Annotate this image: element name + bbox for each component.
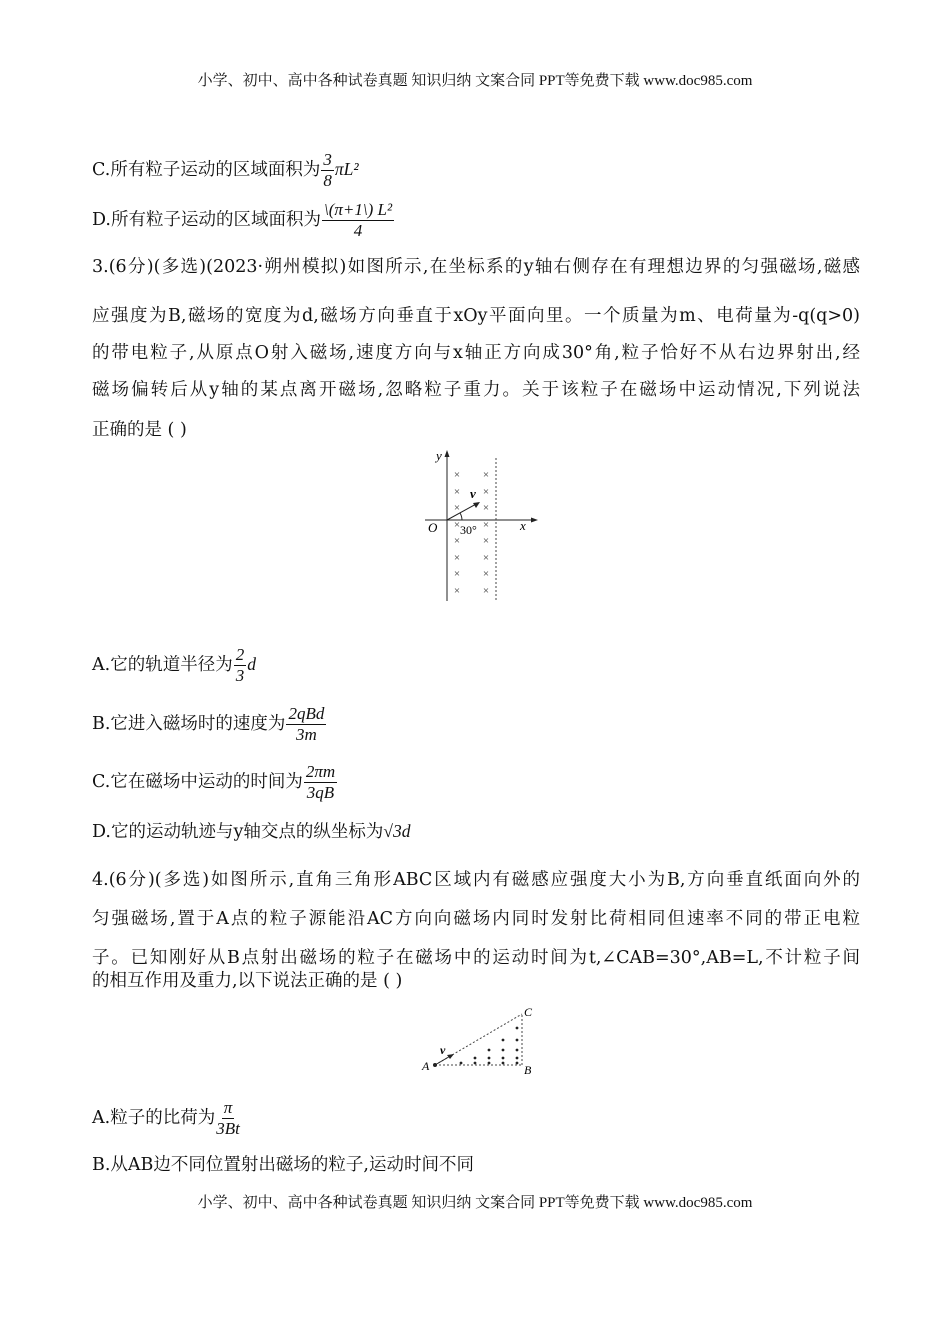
q3-line: 的带电粒子,从原点O射入磁场,速度方向与x轴正方向成30°角,粒子恰好不从右边界射出,经 — [92, 343, 860, 363]
svg-text:×: × — [453, 486, 461, 498]
svg-text:×: × — [453, 502, 461, 514]
q4-figure — [420, 1002, 540, 1078]
svg-text:×: × — [482, 535, 490, 547]
q2-option-c: C.所有粒子运动的区域面积为 $\frac{3}{8}$ πL² — [92, 150, 359, 190]
velocity-label: v — [470, 486, 476, 501]
page-footer: 小学、初中、高中各种试卷真题 知识归纳 文案合同 PPT等免费下载 www.doc985.com — [197, 1195, 753, 1211]
svg-text:×: × — [453, 469, 461, 481]
q3-figure — [420, 448, 540, 603]
svg-text:×: × — [482, 568, 490, 580]
angle-label: 30° — [460, 523, 477, 537]
svg-text:×: × — [482, 519, 490, 531]
q3-option-d: D.它的运动轨迹与y轴交点的纵坐标为√3d — [92, 821, 411, 842]
svg-text:×: × — [453, 568, 461, 580]
q3-line: 应强度为B,磁场的宽度为d,磁场方向垂直于xOy平面向里。一个质量为m、电荷量为-q(q>0) — [92, 306, 860, 326]
origin-label: O — [428, 520, 438, 535]
svg-text:×: × — [453, 552, 461, 564]
q4-option-b: B.从AB边不同位置射出磁场的粒子,运动时间不同 — [92, 1155, 474, 1175]
svg-text:×: × — [482, 585, 490, 597]
svg-text:×: × — [453, 519, 461, 531]
q4-line: 4.(6分)(多选)如图所示,直角三角形ABC区域内有磁感应强度大小为B,方向垂直纸面向外的 — [92, 870, 860, 890]
q3-option-c: C.它在磁场中运动的时间为 $\frac{2\pi m}{3qB}$ — [92, 762, 336, 802]
q4-option-a: A.粒子的比荷为 $\frac{\pi}{3Bt}$ — [92, 1098, 240, 1138]
q4-line: 匀强磁场,置于A点的粒子源能沿AC方向向磁场内同时发射比荷相同但速率不同的带正电粒 — [92, 909, 860, 929]
q2-option-d: D.所有粒子运动的区域面积为 $\frac{\text{\textbackslash{}(π+1\textbackslash{}) L²}}{4}$ — [92, 200, 393, 240]
q4-line: 子。已知刚好从B点射出磁场的粒子在磁场中的运动时间为t,∠CAB=30°,AB=L,不计粒子间 — [92, 948, 860, 968]
vertex-b-label: B — [524, 1063, 532, 1077]
q3-line: 正确的是 ( ) — [92, 420, 187, 440]
svg-text:×: × — [453, 535, 461, 547]
q3-option-b: B.它进入磁场时的速度为 $\frac{\text{2qBd}}{3m}$ — [92, 704, 325, 744]
q3-line: 磁场偏转后从y轴的某点离开磁场,忽略粒子重力。关于该粒子在磁场中运动情况,下列说法 — [92, 380, 860, 400]
x-axis-label: x — [520, 518, 526, 533]
vertex-c-label: C — [524, 1005, 533, 1019]
svg-text:×: × — [453, 585, 461, 597]
y-axis-label: y — [436, 448, 442, 463]
svg-text:×: × — [482, 469, 490, 481]
svg-text:×: × — [482, 502, 490, 514]
velocity-label: v — [440, 1043, 446, 1057]
q3-option-a: A.它的轨道半径为 $\frac{2}{3}$ d — [92, 645, 256, 685]
page-header: 小学、初中、高中各种试卷真题 知识归纳 文案合同 PPT等免费下载 www.doc985.com — [197, 73, 753, 89]
q4-line: 的相互作用及重力,以下说法正确的是 ( ) — [92, 971, 403, 991]
q3-line: 3.(6分)(多选)(2023·朔州模拟)如图所示,在坐标系的y轴右侧存在有理想边界的匀强磁场,磁感 — [92, 257, 860, 277]
svg-text:×: × — [482, 552, 490, 564]
svg-text:×: × — [482, 486, 490, 498]
vertex-a-label: A — [422, 1059, 430, 1073]
